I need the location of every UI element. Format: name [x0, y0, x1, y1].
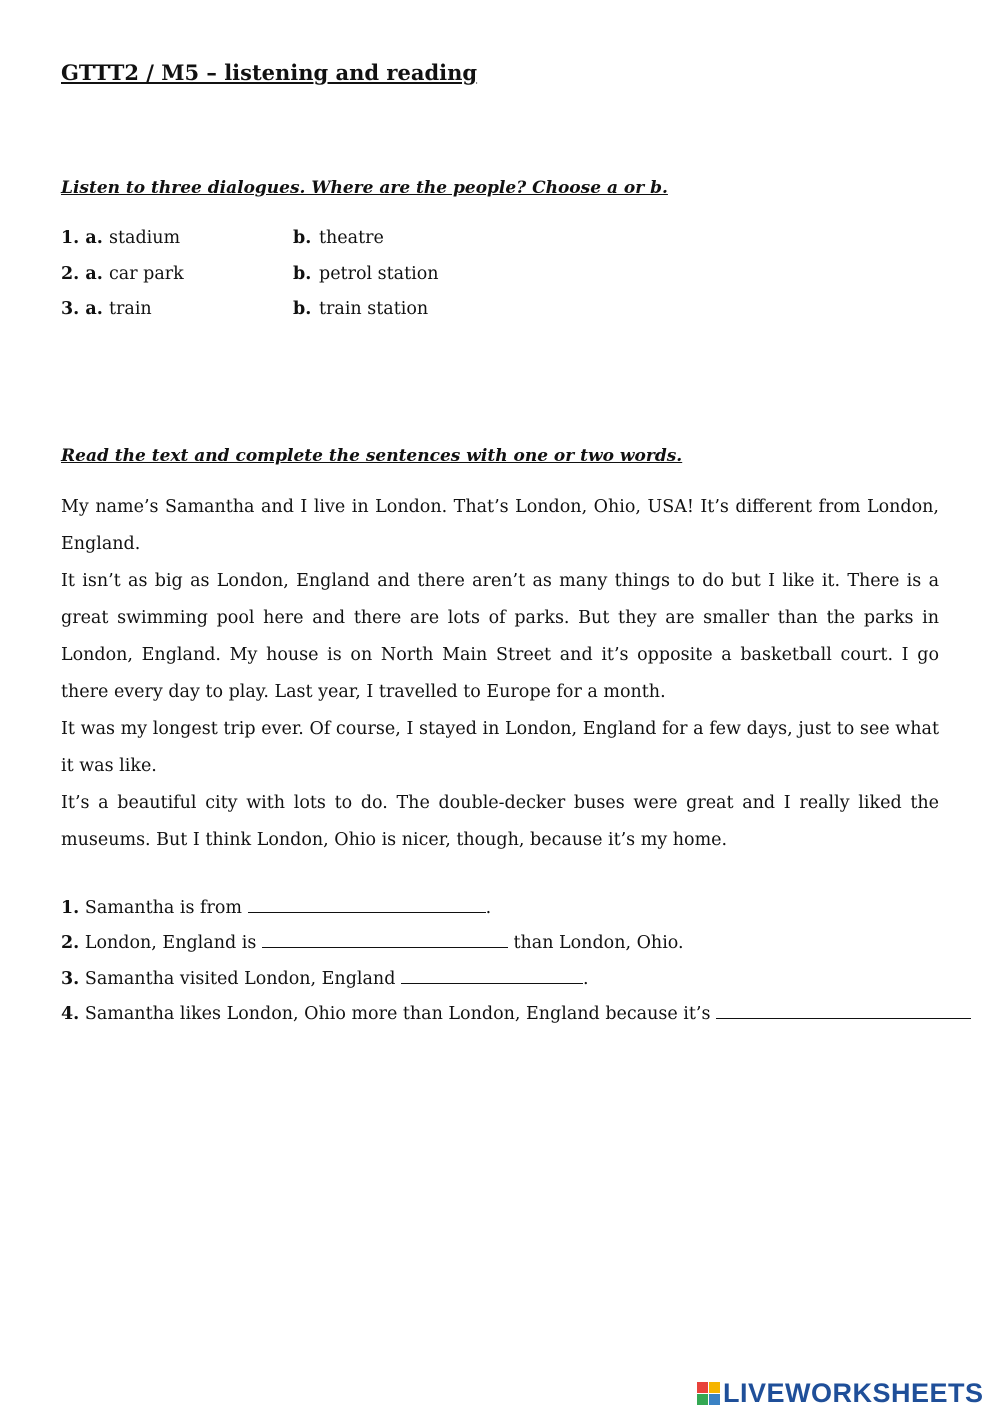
option-b-letter: b. — [293, 263, 312, 284]
option-b[interactable]: petrol station — [319, 263, 439, 284]
reading-instruction: Read the text and complete the sentences with one or two words. — [61, 446, 683, 466]
liveworksheets-logo-icon — [697, 1382, 720, 1405]
choice-number: 1. a. — [61, 228, 103, 248]
answer-blank-2[interactable] — [262, 931, 508, 948]
question-text: Samantha is from — [84, 898, 248, 918]
completion-questions — [61, 896, 939, 1037]
reading-passage — [61, 489, 939, 859]
question-text: Samantha visited London, England — [84, 968, 401, 989]
question-row-4 — [61, 1002, 939, 1037]
logo-square-red — [697, 1382, 708, 1393]
question-text-end: than London, Ohio. — [507, 933, 684, 954]
passage-paragraph: It isn’t as big as London, England and there aren’t as many things to do but I like it. There is a great swimming pool here and there are lots of parks. But they are smaller than the parks in London, England. My house is on North Main Street and it’s opposite a basketball court. I go there every day to play. Last year, I travelled to Europe for a month. — [61, 571, 939, 702]
question-text: London, England is — [84, 933, 262, 954]
passage-paragraph: It’s a beautiful city with lots to do. The double-decker buses were great and I really liked the museums. But I think London, Ohio is nicer, though, because it’s my home. — [61, 793, 939, 850]
option-a[interactable]: train — [109, 299, 152, 319]
option-a[interactable]: stadium — [109, 228, 181, 248]
option-b[interactable]: train station — [319, 299, 429, 319]
passage-paragraph: My name’s Samantha and I live in London. That’s London, Ohio, USA! It’s different from London, England. — [61, 497, 939, 554]
answer-blank-4[interactable] — [716, 1002, 971, 1019]
page-title: GTTT2 / M5 – listening and reading — [61, 60, 478, 85]
option-b-letter: b. — [293, 299, 312, 319]
option-b[interactable]: theatre — [319, 228, 384, 248]
listening-choices — [61, 228, 561, 335]
choice-row-2 — [61, 264, 561, 300]
question-row-3 — [61, 967, 939, 1002]
question-number: 4. — [61, 1003, 80, 1024]
choice-number: 2. a. — [61, 263, 103, 284]
question-text-end: . — [485, 898, 492, 918]
question-row-1 — [61, 896, 939, 931]
choice-row-1 — [61, 228, 561, 264]
question-text-end: . — [582, 968, 589, 989]
choice-row-3 — [61, 299, 561, 335]
option-a[interactable]: car park — [109, 263, 184, 284]
choice-number: 3. a. — [61, 299, 103, 319]
option-b-letter: b. — [293, 228, 312, 248]
question-row-2 — [61, 931, 939, 966]
logo-square-yellow — [709, 1382, 720, 1393]
question-number: 1. — [61, 898, 80, 918]
listening-instruction: Listen to three dialogues. Where are the people? Choose a or b. — [61, 178, 668, 198]
logo-square-green — [697, 1394, 708, 1405]
question-number: 3. — [61, 968, 80, 989]
answer-blank-1[interactable] — [248, 896, 486, 913]
answer-blank-3[interactable] — [401, 967, 583, 984]
liveworksheets-logo — [697, 1378, 984, 1409]
passage-paragraph: It was my longest trip ever. Of course, I stayed in London, England for a few days, just to see what it was like. — [61, 719, 939, 776]
logo-square-blue — [709, 1394, 720, 1405]
logo-text: LIVEWORKSHEETS — [723, 1378, 984, 1408]
question-number: 2. — [61, 933, 80, 954]
question-text: Samantha likes London, Ohio more than London, England because it’s — [84, 1003, 717, 1024]
